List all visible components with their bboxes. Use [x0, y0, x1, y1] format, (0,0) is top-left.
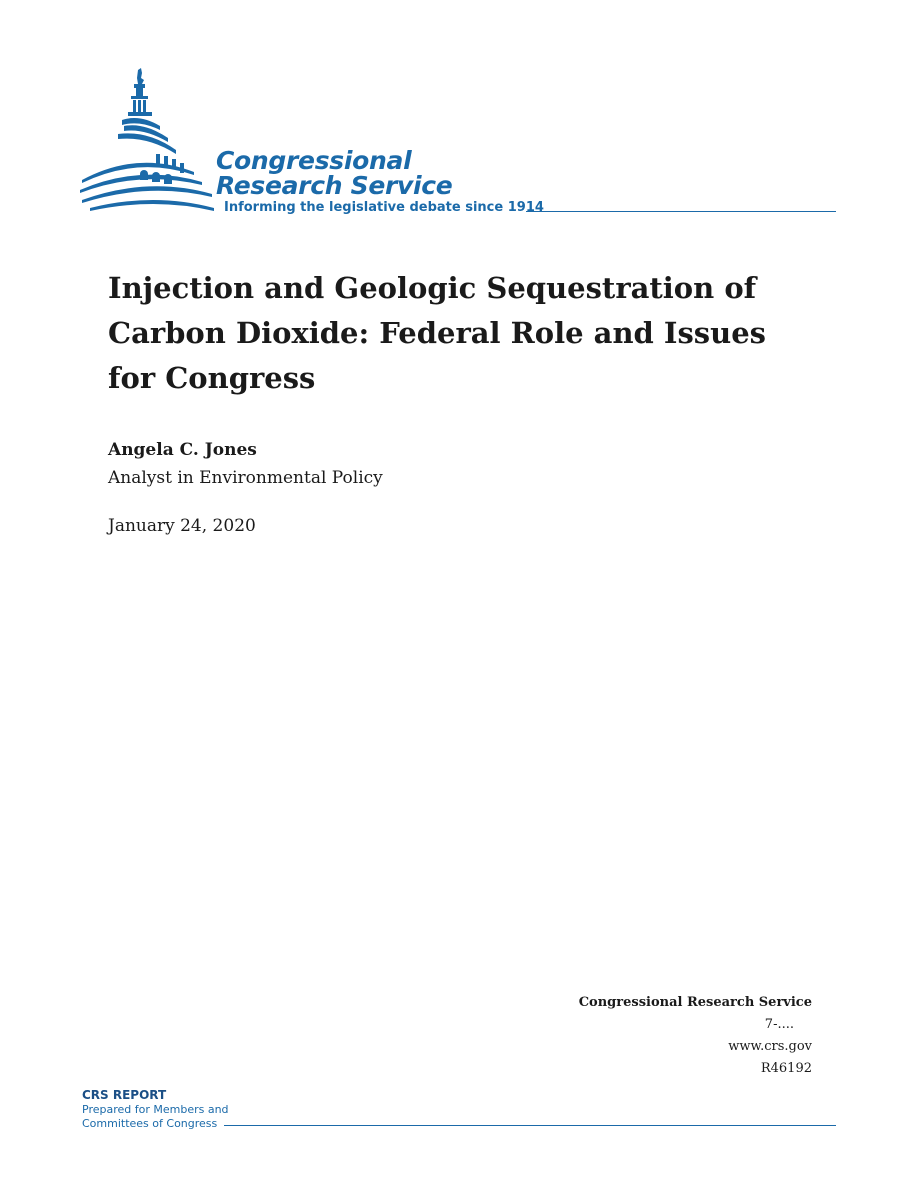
crs-logo [78, 64, 838, 224]
meta-report-number: R46192 [760, 1061, 812, 1076]
author-name: Angela C. Jones [108, 440, 257, 460]
meta-phone: 7-.... [764, 1017, 794, 1032]
report-title: Injection and Geologic Sequestration of Carbon Dioxide: Federal Role and Issues for Congress [108, 271, 766, 395]
footer-label: CRS REPORT [82, 1088, 167, 1102]
footer [82, 1088, 842, 1138]
capitol-dome-icon [78, 64, 218, 224]
tagline: Informing the legislative debate since 1914 [224, 200, 544, 215]
meta-website: www.crs.gov [728, 1039, 812, 1054]
tagline-rule [526, 211, 836, 212]
report-meta [579, 992, 812, 1080]
footer-line1: Prepared for Members and [82, 1103, 229, 1116]
author-role: Analyst in Environmental Policy [108, 468, 383, 488]
report-date: January 24, 2020 [108, 516, 256, 536]
footer-line2: Committees of Congress [82, 1117, 218, 1130]
meta-organization: Congressional Research Service [578, 995, 812, 1010]
footer-rule [224, 1125, 836, 1126]
brand-name-line2: Research Service [216, 171, 453, 200]
brand-name-line1: Congressional [216, 146, 412, 175]
